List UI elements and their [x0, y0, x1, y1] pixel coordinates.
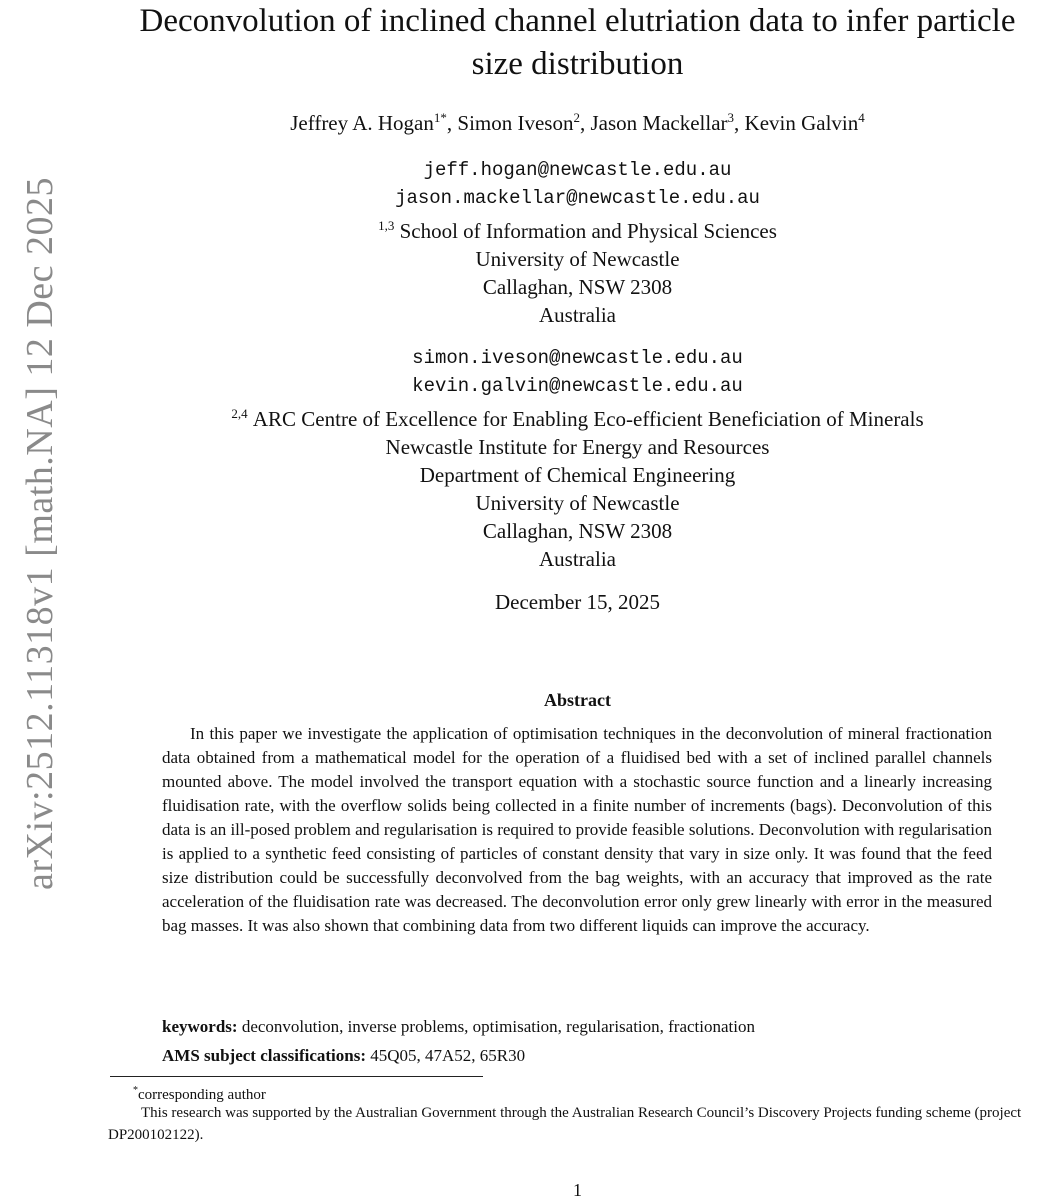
affiliation-line: Australia [539, 303, 616, 327]
footnote-rule [110, 1076, 483, 1077]
paper-title [110, 0, 1045, 86]
affiliation-line: Callaghan, NSW 2308 [482, 275, 673, 299]
footnote-text: corresponding author [138, 1087, 266, 1103]
author-list: Jeffrey A. Hogan$^{1*}$, Simon Iveson$^2$, Jason Mackellar$^3$, Kevin Galvin$^4$ [290, 110, 865, 135]
abstract-heading: Abstract [544, 690, 611, 710]
author-sup: 2 [573, 110, 580, 125]
affiliation-block-2 [110, 344, 1045, 573]
footnote-marker: * [133, 1085, 138, 1096]
ams-label: AMS subject classifications: [162, 1046, 366, 1065]
affiliation-line: Department of Chemical Engineering [419, 463, 736, 487]
ams-value: 45Q05, 47A52, 65R30 [370, 1046, 526, 1065]
author-sup: 1* [433, 110, 447, 125]
affiliation-sup: 1,3 [378, 218, 395, 233]
arxiv-stamp: arXiv:2512.11318v1 [math.NA] 12 Dec 2025 [19, 176, 61, 890]
author-name: Jeffrey A. Hogan [290, 111, 434, 135]
keywords-label: keywords: [162, 1017, 238, 1036]
title-line-1: Deconvolution of inclined channel elutriation data to infer particle [139, 3, 1016, 39]
email-link[interactable]: jeff.hogan@newcastle.edu.au [423, 159, 732, 181]
keywords-line [162, 1015, 992, 1039]
email-link[interactable]: jason.mackellar@newcastle.edu.au [395, 187, 760, 209]
affiliation-sup: 2,4 [231, 406, 248, 421]
affiliation-line: ARC Centre of Excellence for Enabling Eco-efficient Beneficiation of Minerals [252, 407, 924, 431]
title-line-2: size distribution [471, 46, 684, 82]
author-sup: 4 [858, 110, 865, 125]
author-name: Kevin Galvin [744, 111, 859, 135]
affiliation-line: Newcastle Institute for Energy and Resources [385, 435, 770, 459]
affiliation-line: Callaghan, NSW 2308 [482, 519, 673, 543]
author-name: Jason Mackellar [590, 111, 728, 135]
affiliation-line: University of Newcastle [475, 491, 680, 515]
affiliation-line: Australia [539, 547, 616, 571]
keywords-value: deconvolution, inverse problems, optimisation, regularisation, fractionation [241, 1017, 755, 1036]
email-link[interactable]: simon.iveson@newcastle.edu.au [412, 347, 743, 369]
affiliation-line: University of Newcastle [475, 247, 680, 271]
email-link[interactable]: kevin.galvin@newcastle.edu.au [412, 375, 743, 397]
author-sup: 3 [727, 110, 735, 125]
ams-line [162, 1044, 992, 1068]
abstract-text: In this paper we investigate the application of optimisation techniques in the deconvolution of mineral fractionation data obtained from a mathematical model for the operation of a fluidised bed with a set of inclined parallel channels mounted above. The model involved the transport equation with a stochastic source function and a linearly increasing fluidisation rate, with the overflow solids being collected in a finite number of increments (bags). Deconvolution of this data is an ill-posed problem and regularisation is required to provide feasible solutions. Deconvolution with regularisation is applied to a synthetic feed consisting of particles of constant density that vary in size only. It was found that the feed size distribution could be successfully deconvolved from the bag weights, with an accuracy that improved as the rate acceleration of the fluidisation rate was decreased. The deconvolution error only grew linearly with error in the measured bag masses. It was also shown that combining data from two different liquids can improve the accuracy. [162, 724, 992, 935]
paper-date: December 15, 2025 [494, 590, 661, 614]
footnote-funding: This research was supported by the Australian Government through the Australian Research Council’s Discovery Projects funding scheme (project DP200102122). [108, 1105, 1022, 1143]
affiliation-line: School of Information and Physical Sciences [399, 219, 777, 243]
author-name: Simon Iveson [457, 111, 574, 135]
page-number: 1 [573, 1180, 582, 1200]
affiliation-block-1 [110, 156, 1045, 329]
